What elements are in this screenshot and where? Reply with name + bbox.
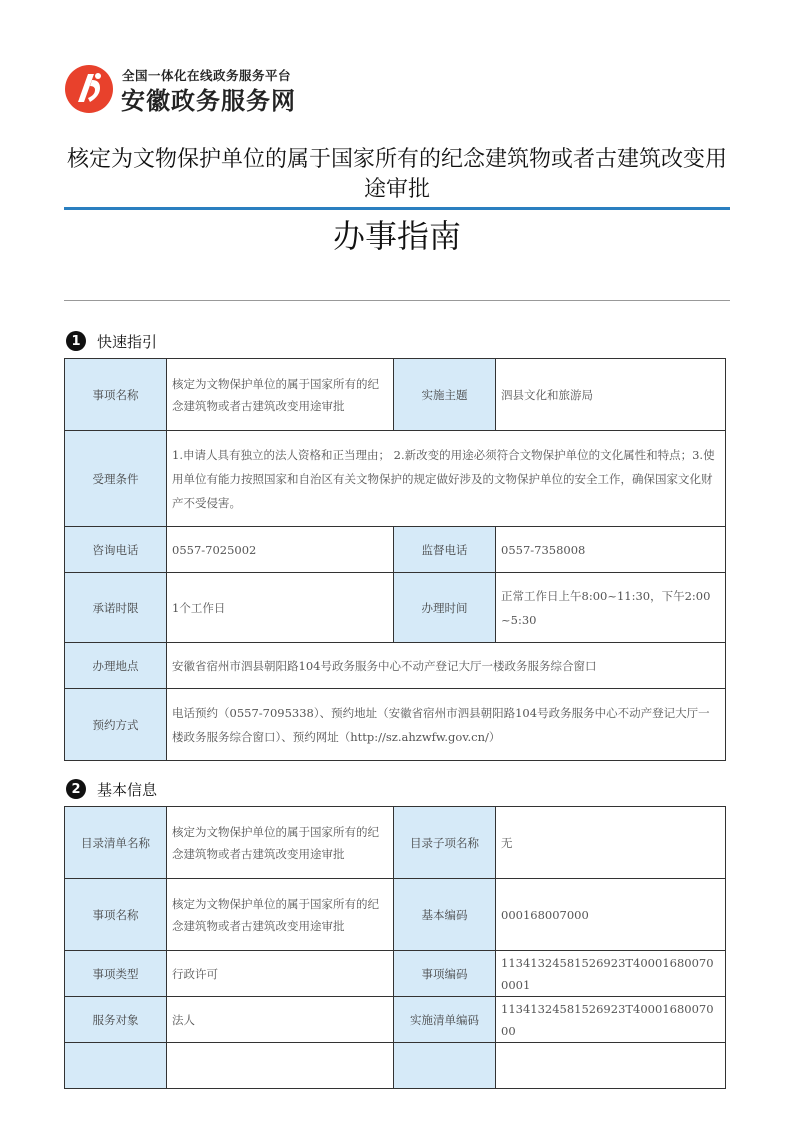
base-code-label: 基本编码: [394, 879, 496, 951]
location-value: 安徽省宿州市泗县朝阳路104号政务服务中心不动产登记大厅一楼政务服务综合窗口: [167, 643, 726, 689]
logo-icon: [64, 64, 114, 114]
conditions-label: 受理条件: [65, 431, 167, 527]
site-logo[interactable]: [64, 62, 364, 122]
title-divider: [64, 207, 730, 210]
table-row: [65, 997, 726, 1043]
booking-label: 预约方式: [65, 689, 167, 761]
section-basic-info: [66, 778, 157, 800]
document-subtitle: 办事指南: [332, 217, 461, 255]
sub-item-label: 目录子项名称: [394, 807, 496, 879]
item-type-value: 行政许可: [167, 951, 394, 997]
table-row: [65, 1043, 726, 1089]
table-row: [65, 879, 726, 951]
promise-label: 承诺时限: [65, 573, 167, 643]
table-row: [65, 359, 726, 431]
item-name-value: 核定为文物保护单位的属于国家所有的纪念建筑物或者古建筑改变用途审批: [167, 879, 394, 951]
table-row: [65, 689, 726, 761]
supervise-phone-label: 监督电话: [394, 527, 496, 573]
table-cell: [167, 1043, 394, 1089]
catalog-name-label: 目录清单名称: [65, 807, 167, 879]
table-row: [65, 527, 726, 573]
consult-phone-label: 咨询电话: [65, 527, 167, 573]
logo-tagline: 全国一体化在线政务服务平台: [122, 68, 292, 83]
agency-label: 实施主题: [394, 359, 496, 431]
impl-code-label: 实施清单编码: [394, 997, 496, 1043]
location-label: 办理地点: [65, 643, 167, 689]
item-name-value: 核定为文物保护单位的属于国家所有的纪念建筑物或者古建筑改变用途审批: [167, 359, 394, 431]
section-number-badge: 2: [66, 779, 86, 799]
table-cell: [496, 1043, 726, 1089]
table-row: [65, 431, 726, 527]
table-row: [65, 951, 726, 997]
hours-label: 办理时间: [394, 573, 496, 643]
item-name-label: 事项名称: [65, 359, 167, 431]
impl-code-value: 11341324581526923T4000168007000: [496, 997, 726, 1043]
document-title: 核定为文物保护单位的属于国家所有的纪念建筑物或者古建筑改变用途审批: [66, 147, 727, 202]
section-quick-guide: [66, 330, 157, 352]
section-title: 基本信息: [97, 780, 158, 799]
catalog-name-value: 核定为文物保护单位的属于国家所有的纪念建筑物或者古建筑改变用途审批: [167, 807, 394, 879]
table-row: [65, 643, 726, 689]
target-value: 法人: [167, 997, 394, 1043]
agency-value: 泗县文化和旅游局: [496, 359, 726, 431]
table-cell: [394, 1043, 496, 1089]
table-row: [65, 573, 726, 643]
item-code-value: 11341324581526923T400016800700001: [496, 951, 726, 997]
booking-value: 电话预约（0557-7095338）、预约地址（安徽省宿州市泗县朝阳路104号政务服务中心不动产登记大厅一楼政务服务综合窗口）、预约网址（http://sz.ahzwfw.gov.cn/）: [167, 689, 726, 761]
basic-info-table: [64, 806, 726, 1089]
table-cell: [65, 1043, 167, 1089]
header-divider: [64, 300, 730, 301]
consult-phone-value: 0557-7025002: [167, 527, 394, 573]
item-type-label: 事项类型: [65, 951, 167, 997]
section-number-badge: 1: [66, 331, 86, 351]
logo-name: 安徽政务服务网: [121, 87, 296, 115]
conditions-value: 1.申请人具有独立的法人资格和正当理由； 2.新改变的用途必须符合文物保护单位的文化属性和特点；3.使用单位有能力按照国家和自治区有关文物保护的规定做好涉及的文物保护单位的安全工作，确保国家文化财产不受侵害。: [167, 431, 726, 527]
base-code-value: 000168007000: [496, 879, 726, 951]
table-row: [65, 807, 726, 879]
supervise-phone-value: 0557-7358008: [496, 527, 726, 573]
hours-value: 正常工作日上午8:00~11:30，下午2:00~5:30: [496, 573, 726, 643]
promise-value: 1个工作日: [167, 573, 394, 643]
item-code-label: 事项编码: [394, 951, 496, 997]
section-title: 快速指引: [97, 332, 158, 351]
quick-guide-table: [64, 358, 726, 761]
item-name-label: 事项名称: [65, 879, 167, 951]
target-label: 服务对象: [65, 997, 167, 1043]
sub-item-value: 无: [496, 807, 726, 879]
